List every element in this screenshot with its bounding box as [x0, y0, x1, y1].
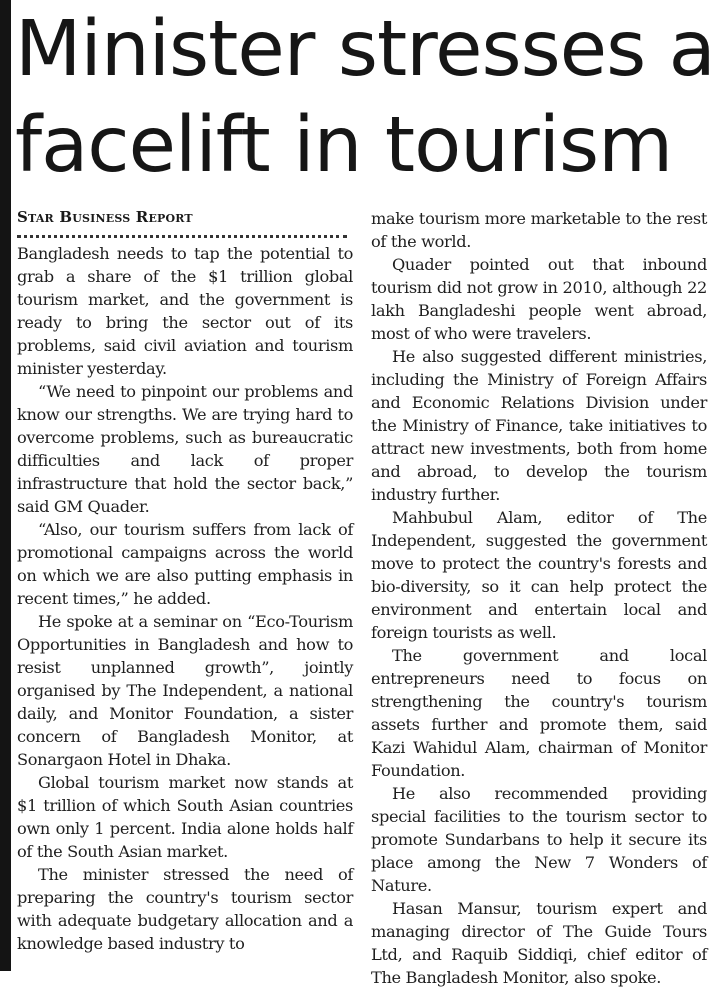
paragraph: Hasan Mansur, tourism expert and managing director of The Guide Tours Ltd, and Raquib Siddiqi, chief editor of The Bangladesh Monitor, also spoke.: [371, 899, 707, 987]
page-edge-bar: [0, 0, 11, 971]
paragraph: He also recommended providing special facilities to the tourism sector to promote Sundarbans to help it secure its place among the New 7 Wonders of Nature.: [371, 784, 707, 895]
paragraph: “We need to pinpoint our problems and know our strengths. We are trying hard to overcome problems, such as bureaucratic difficulties and lack of proper infrastructure that hold the sector back,” said GM Quader.: [17, 382, 353, 516]
article-column-left: [17, 207, 353, 955]
paragraph: make tourism more marketable to the rest of the world.: [371, 209, 707, 251]
paragraph: “Also, our tourism suffers from lack of promotional campaigns across the world on which we are also putting emphasis in recent times,” he added.: [17, 520, 353, 608]
paragraph: He also suggested different ministries, including the Ministry of Foreign Affairs and Economic Relations Division under the Ministry of Finance, take initiatives to attract new investments, both from home and abroad, to develop the tourism industry further.: [371, 347, 707, 504]
paragraph: He spoke at a seminar on “Eco-Tourism Opportunities in Bangladesh and how to resist unplanned growth”, jointly organised by The Independent, a national daily, and Monitor Foundation, a sister concern of Bangladesh Monitor, at Sonargaon Hotel in Dhaka.: [17, 612, 353, 769]
paragraph: Bangladesh needs to tap the potential to grab a share of the $1 trillion global tourism market, and the government is ready to bring the sector out of its problems, said civil aviation and tourism minister yesterday.: [17, 244, 353, 378]
paragraph: The government and local entrepreneurs need to focus on strengthening the country's tourism assets further and promote them, said Kazi Wahidul Alam, chairman of Monitor Foundation.: [371, 646, 707, 780]
dotted-divider: [17, 229, 347, 238]
paragraph: Quader pointed out that inbound tourism did not grow in 2010, although 22 lakh Bangladeshi people went abroad, most of who were travelers.: [371, 255, 707, 343]
byline: Star Business Report: [17, 208, 193, 226]
headline-line-2: facelift in tourism: [15, 101, 673, 190]
paragraph: Global tourism market now stands at $1 trillion of which South Asian countries own only 1 percent. India alone holds half of the South Asian market.: [17, 773, 353, 861]
paragraph: Mahbubul Alam, editor of The Independent, suggested the government move to protect the country's forests and bio-diversity, so it can help protect the environment and entertain local and foreign tourists as well.: [371, 508, 707, 642]
headline: [15, 2, 720, 194]
article-column-right: [371, 207, 707, 989]
paragraph: The minister stressed the need of preparing the country's tourism sector with adequate budgetary allocation and a knowledge based industry to: [17, 865, 353, 953]
headline-line-1: Minister stresses a: [15, 5, 715, 94]
